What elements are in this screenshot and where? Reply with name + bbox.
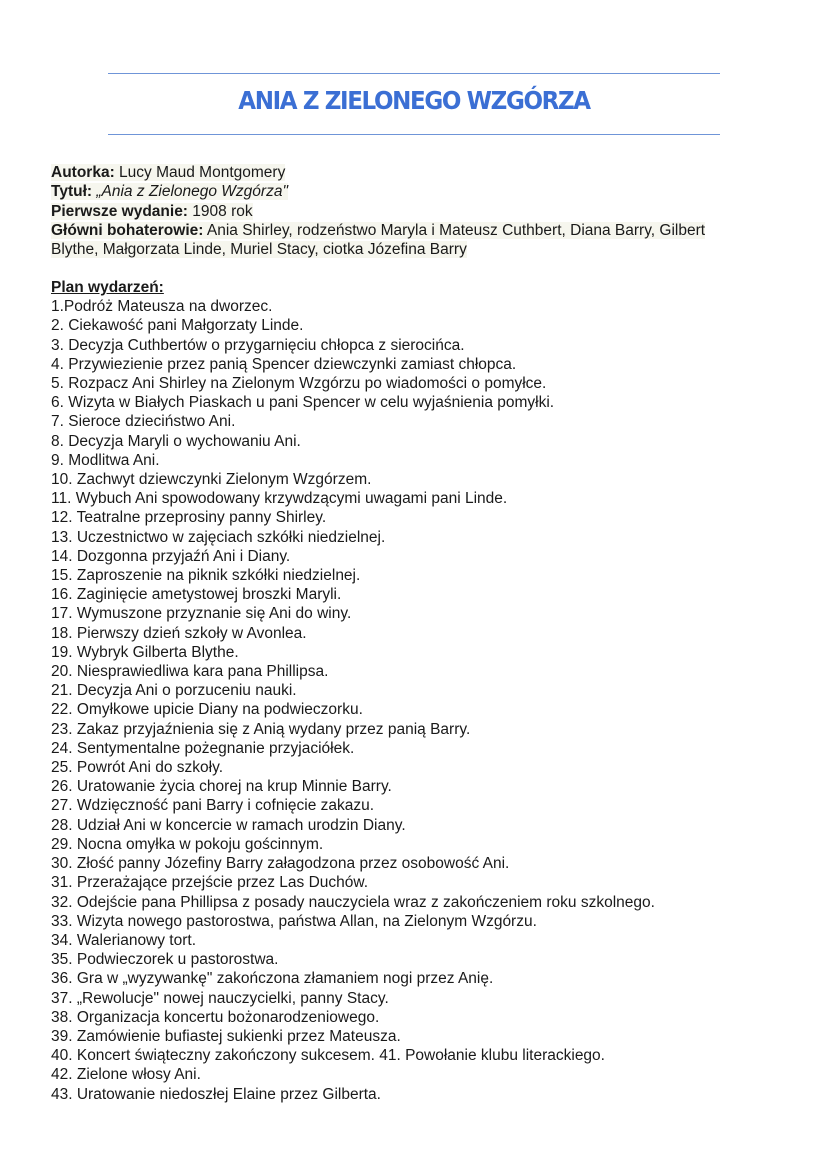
title-value: „Ania z Zielonego Wzgórza": [96, 183, 288, 201]
plan-item: 9. Modlitwa Ani.: [51, 451, 160, 469]
document-title: ANIA Z ZIELONEGO WZGÓRZA: [238, 86, 590, 115]
plan-item: 40. Koncert świąteczny zakończony sukcesem. 41. Powołanie klubu literackiego.: [51, 1047, 605, 1065]
plan-item: 11. Wybuch Ani spowodowany krzywdzącymi uwagami pani Linde.: [51, 490, 508, 508]
plan-item: 29. Nocna omyłka w pokoju gościnnym.: [51, 835, 324, 853]
edition-value: 1908 rok: [192, 202, 253, 220]
plan-item: 25. Powrót Ani do szkoły.: [51, 759, 224, 777]
plan-item: 43. Uratowanie niedoszłej Elaine przez Gilberta.: [51, 1085, 381, 1103]
plan-item: 38. Organizacja koncertu bożonarodzeniowego.: [51, 1008, 380, 1026]
plan-item: 27. Wdzięczność pani Barry i cofnięcie zakazu.: [51, 797, 375, 815]
plan-item: 22. Omyłkowe upicie Diany na podwieczorku.: [51, 701, 363, 719]
plan-item: 15. Zaproszenie na piknik szkółki niedzielnej.: [51, 567, 361, 585]
plan-item: 32. Odejście pana Phillipsa z posady nauczyciela wraz z zakończeniem roku szkolnego.: [51, 893, 655, 911]
plan-item: 36. Gra w „wyzywankę" zakończona złamaniem nogi przez Anię.: [51, 970, 494, 988]
edition-label: Pierwsze wydanie:: [51, 202, 188, 220]
plan-item: 2. Ciekawość pani Małgorzaty Linde.: [51, 317, 304, 335]
plan-heading: Plan wydarzeń:: [51, 279, 164, 296]
plan-item: 34. Walerianowy tort.: [51, 931, 197, 949]
plan-item: 28. Udział Ani w koncercie w ramach urodzin Diany.: [51, 816, 406, 834]
plan-item: 26. Uratowanie życia chorej na krup Minnie Barry.: [51, 778, 392, 796]
book-info: [51, 163, 705, 259]
plan-item: 33. Wizyta nowego pastorostwa, państwa Allan, na Zielonym Wzgórzu.: [51, 912, 537, 930]
plan-item: 18. Pierwszy dzień szkoły w Avonlea.: [51, 624, 307, 642]
plan-item: 39. Zamówienie bufiastej sukienki przez Mateusza.: [51, 1027, 401, 1045]
plan-item: 23. Zakaz przyjaźnienia się z Anią wydany przez panią Barry.: [51, 720, 471, 738]
title-label: Tytuł:: [51, 183, 93, 201]
plan-item: 7. Sieroce dzieciństwo Ani.: [51, 413, 236, 431]
plan-item: 3. Decyzja Cuthbertów o przygarnięciu chłopca z sierocińca.: [51, 336, 465, 354]
plan-item: 21. Decyzja Ani o porzuceniu nauki.: [51, 682, 297, 700]
plan-item: 19. Wybryk Gilberta Blythe.: [51, 643, 239, 661]
plan-item: 30. Złość panny Józefiny Barry załagodzona przez osobowość Ani.: [51, 855, 510, 873]
plan-item: 5. Rozpacz Ani Shirley na Zielonym Wzgórzu po wiadomości o pomyłce.: [51, 375, 547, 393]
plan-item: 4. Przywiezienie przez panią Spencer dziewczynki zamiast chłopca.: [51, 355, 517, 373]
plan-item: 10. Zachwyt dziewczynki Zielonym Wzgórzem.: [51, 471, 372, 489]
plan-item: 1.Podróż Mateusza na dworzec.: [51, 298, 273, 316]
plan-item: 14. Dozgonna przyjaźń Ani i Diany.: [51, 547, 291, 565]
plan-list: [51, 297, 655, 1104]
plan-item: 6. Wizyta w Białych Piaskach u pani Spencer w celu wyjaśnienia pomyłki.: [51, 394, 555, 412]
characters-value: Ania Shirley, rodzeństwo Maryla i Mateusz Cuthbert, Diana Barry, Gilbert: [206, 221, 706, 239]
plan-item: 12. Teatralne przeprosiny panny Shirley.: [51, 509, 327, 527]
plan-item: 20. Niesprawiedliwa kara pana Phillipsa.: [51, 663, 329, 681]
author-value: Lucy Maud Montgomery: [119, 164, 286, 181]
plan-item: 13. Uczestnictwo w zajęciach szkółki niedzielnej.: [51, 528, 386, 546]
characters-label: Główni bohaterowie:: [51, 221, 204, 239]
author-label: Autorka:: [51, 164, 115, 181]
plan-item: 37. „Rewolucje" nowej nauczycielki, panny Stacy.: [51, 989, 389, 1007]
plan-item: 42. Zielone włosy Ani.: [51, 1066, 201, 1084]
top-divider: [108, 73, 720, 74]
plan-item: 24. Sentymentalne pożegnanie przyjaciółek.: [51, 739, 355, 757]
plan-item: 8. Decyzja Maryli o wychowaniu Ani.: [51, 432, 301, 450]
event-plan: [51, 278, 655, 1104]
plan-item: 16. Zaginięcie ametystowej broszki Maryli.: [51, 586, 342, 604]
plan-item: 31. Przerażające przejście przez Las Duchów.: [51, 874, 369, 892]
bottom-divider: [108, 134, 720, 135]
plan-item: 17. Wymuszone przyznanie się Ani do winy.: [51, 605, 352, 623]
plan-item: 35. Podwieczorek u pastorostwa.: [51, 951, 279, 969]
characters-value-cont: Blythe, Małgorzata Linde, Muriel Stacy, ciotka Józefina Barry: [51, 241, 467, 259]
